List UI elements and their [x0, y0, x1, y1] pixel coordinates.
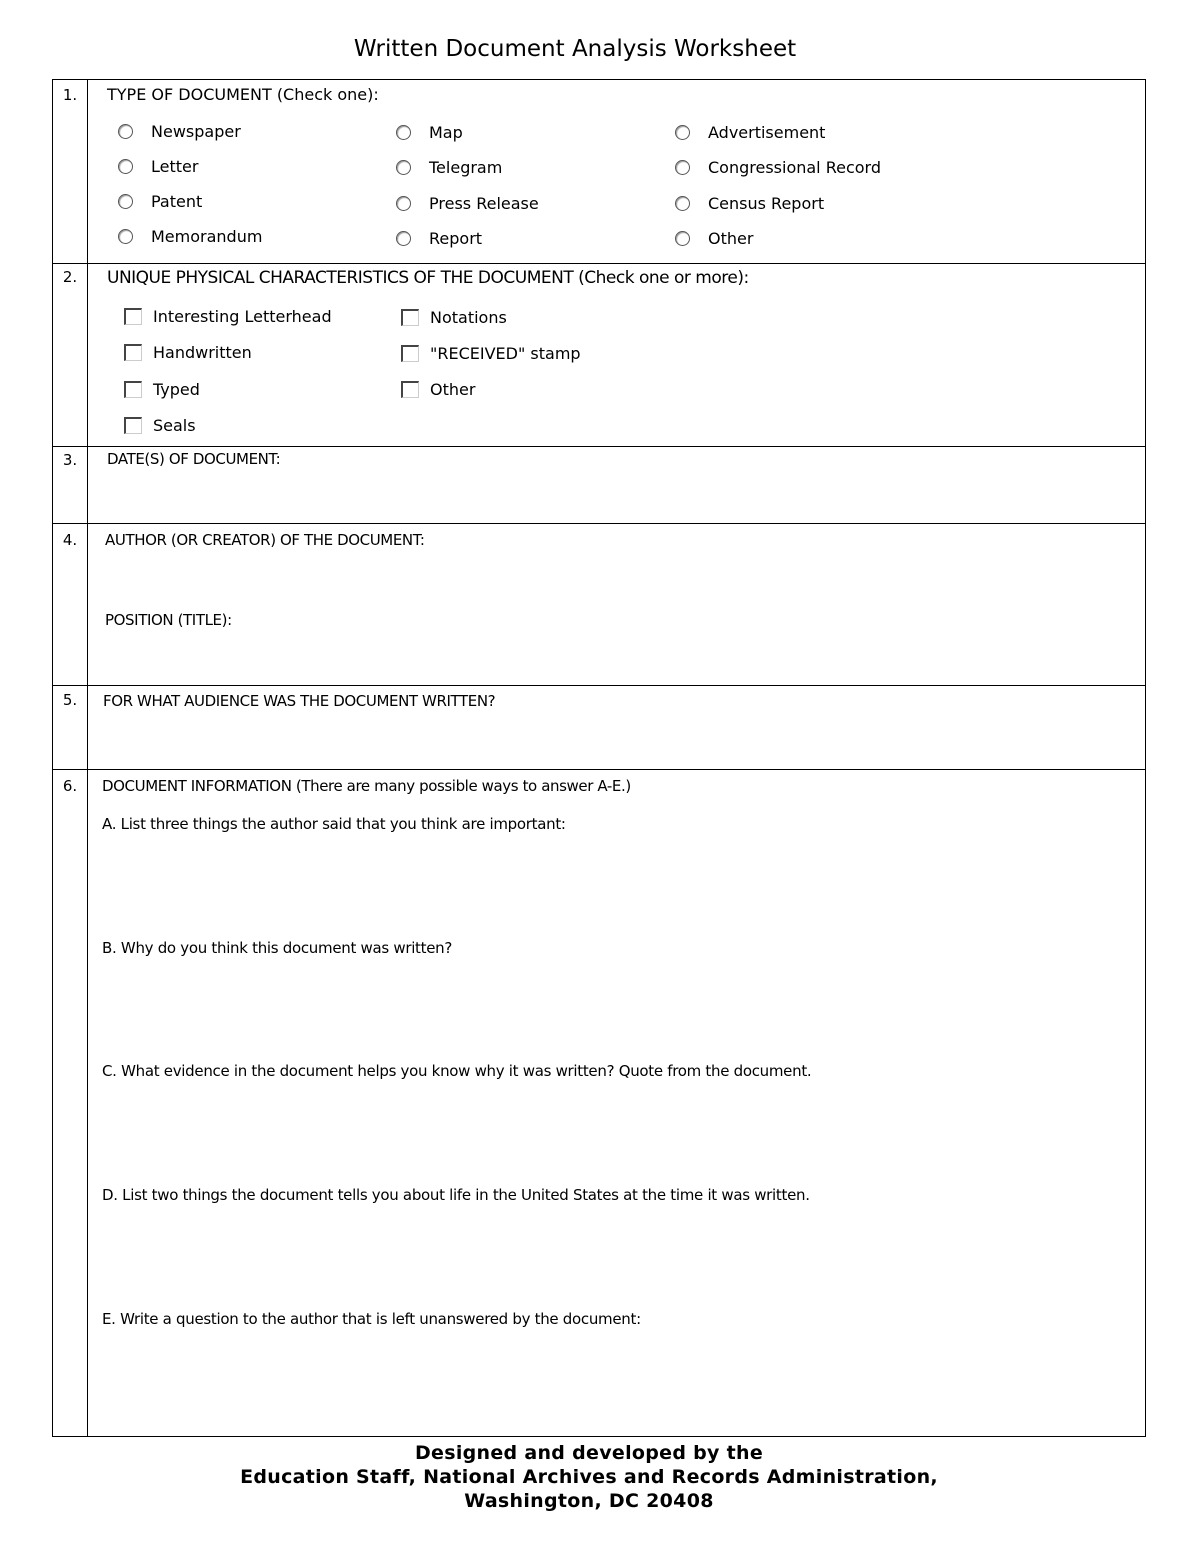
prompt-b: B. Why do you think this document was written? — [102, 939, 453, 957]
prompt-a: A. List three things the author said that you think are important: — [102, 815, 566, 833]
radio-congressional-record[interactable] — [675, 158, 881, 177]
radio-advertisement[interactable] — [675, 123, 825, 142]
section-number: 1. — [62, 86, 78, 104]
checkbox[interactable] — [401, 345, 419, 362]
radio-button[interactable] — [396, 231, 411, 246]
radio-button[interactable] — [675, 231, 690, 246]
checkbox-label: Seals — [153, 416, 196, 435]
section-number: 6. — [62, 777, 78, 795]
radio-button[interactable] — [396, 160, 411, 175]
checkbox-label: Typed — [153, 380, 200, 399]
radio-button[interactable] — [675, 196, 690, 211]
checkbox[interactable] — [124, 381, 142, 398]
checkbox-label: Notations — [430, 308, 507, 327]
physical-characteristics-heading: UNIQUE PHYSICAL CHARACTERISTICS OF THE DOCUMENT (Check one or more): — [107, 268, 749, 288]
checkbox-label: Handwritten — [153, 343, 252, 362]
row-divider — [52, 523, 1146, 524]
checkbox[interactable] — [401, 309, 419, 326]
checkbox-label: Interesting Letterhead — [153, 307, 332, 326]
radio-label: Congressional Record — [708, 158, 881, 177]
radio-button[interactable] — [675, 125, 690, 140]
checkbox-other[interactable] — [401, 380, 475, 399]
audience-heading: FOR WHAT AUDIENCE WAS THE DOCUMENT WRITTEN? — [103, 692, 496, 710]
radio-button[interactable] — [396, 196, 411, 211]
radio-label: Patent — [151, 192, 203, 211]
footer-line: Washington, DC 20408 — [464, 1490, 714, 1512]
row-divider — [52, 446, 1146, 447]
document-information-heading: DOCUMENT INFORMATION (There are many possible ways to answer A-E.) — [102, 777, 631, 795]
checkbox-seals[interactable] — [124, 416, 196, 435]
prompt-e: E. Write a question to the author that is left unanswered by the document: — [102, 1310, 641, 1328]
radio-button[interactable] — [675, 160, 690, 175]
row-divider — [52, 263, 1146, 264]
section-number: 4. — [62, 531, 78, 549]
radio-button[interactable] — [118, 124, 133, 139]
row-divider — [52, 769, 1146, 770]
radio-label: Newspaper — [151, 122, 241, 141]
position-title-heading: POSITION (TITLE): — [105, 611, 232, 629]
checkbox-typed[interactable] — [124, 380, 200, 399]
row-divider — [52, 685, 1146, 686]
prompt-c: C. What evidence in the document helps you know why it was written? Quote from the document. — [102, 1062, 812, 1080]
author-heading: AUTHOR (OR CREATOR) OF THE DOCUMENT: — [105, 531, 425, 549]
radio-map[interactable] — [396, 123, 463, 142]
radio-newspaper[interactable] — [118, 122, 241, 141]
radio-label: Press Release — [429, 194, 539, 213]
radio-report[interactable] — [396, 229, 482, 248]
footer-credits — [0, 1441, 1178, 1513]
radio-label: Letter — [151, 157, 199, 176]
section-number: 5. — [62, 691, 78, 709]
footer-line: Education Staff, National Archives and Records Administration, — [240, 1466, 938, 1488]
radio-patent[interactable] — [118, 192, 202, 211]
section-number: 3. — [62, 451, 78, 469]
radio-label: Other — [708, 229, 754, 248]
radio-label: Census Report — [708, 194, 825, 213]
checkbox-notations[interactable] — [401, 308, 507, 327]
radio-letter[interactable] — [118, 157, 198, 176]
radio-memorandum[interactable] — [118, 227, 262, 246]
checkbox-received-stamp[interactable] — [401, 344, 581, 363]
section-number: 2. — [62, 268, 78, 286]
type-of-document-heading: TYPE OF DOCUMENT (Check one): — [107, 85, 379, 104]
radio-press-release[interactable] — [396, 194, 539, 213]
checkbox[interactable] — [124, 417, 142, 434]
radio-button[interactable] — [118, 159, 133, 174]
checkbox[interactable] — [124, 308, 142, 325]
checkbox[interactable] — [124, 344, 142, 361]
radio-other[interactable] — [675, 229, 753, 248]
prompt-d: D. List two things the document tells you about life in the United States at the time it was written. — [102, 1186, 810, 1204]
radio-label: Telegram — [429, 158, 503, 177]
radio-label: Advertisement — [708, 123, 826, 142]
radio-label: Memorandum — [151, 227, 263, 246]
checkbox-interesting-letterhead[interactable] — [124, 307, 332, 326]
radio-label: Map — [429, 123, 463, 142]
checkbox[interactable] — [401, 381, 419, 398]
checkbox-label: Other — [430, 380, 476, 399]
footer-line: Designed and developed by the — [414, 1442, 764, 1464]
radio-button[interactable] — [118, 194, 133, 209]
radio-census-report[interactable] — [675, 194, 824, 213]
dates-heading: DATE(S) OF DOCUMENT: — [107, 450, 281, 468]
radio-button[interactable] — [396, 125, 411, 140]
radio-telegram[interactable] — [396, 158, 502, 177]
worksheet-title: Written Document Analysis Worksheet — [353, 36, 797, 62]
checkbox-label: "RECEIVED" stamp — [430, 344, 581, 363]
checkbox-handwritten[interactable] — [124, 343, 252, 362]
radio-button[interactable] — [118, 229, 133, 244]
radio-label: Report — [429, 229, 483, 248]
